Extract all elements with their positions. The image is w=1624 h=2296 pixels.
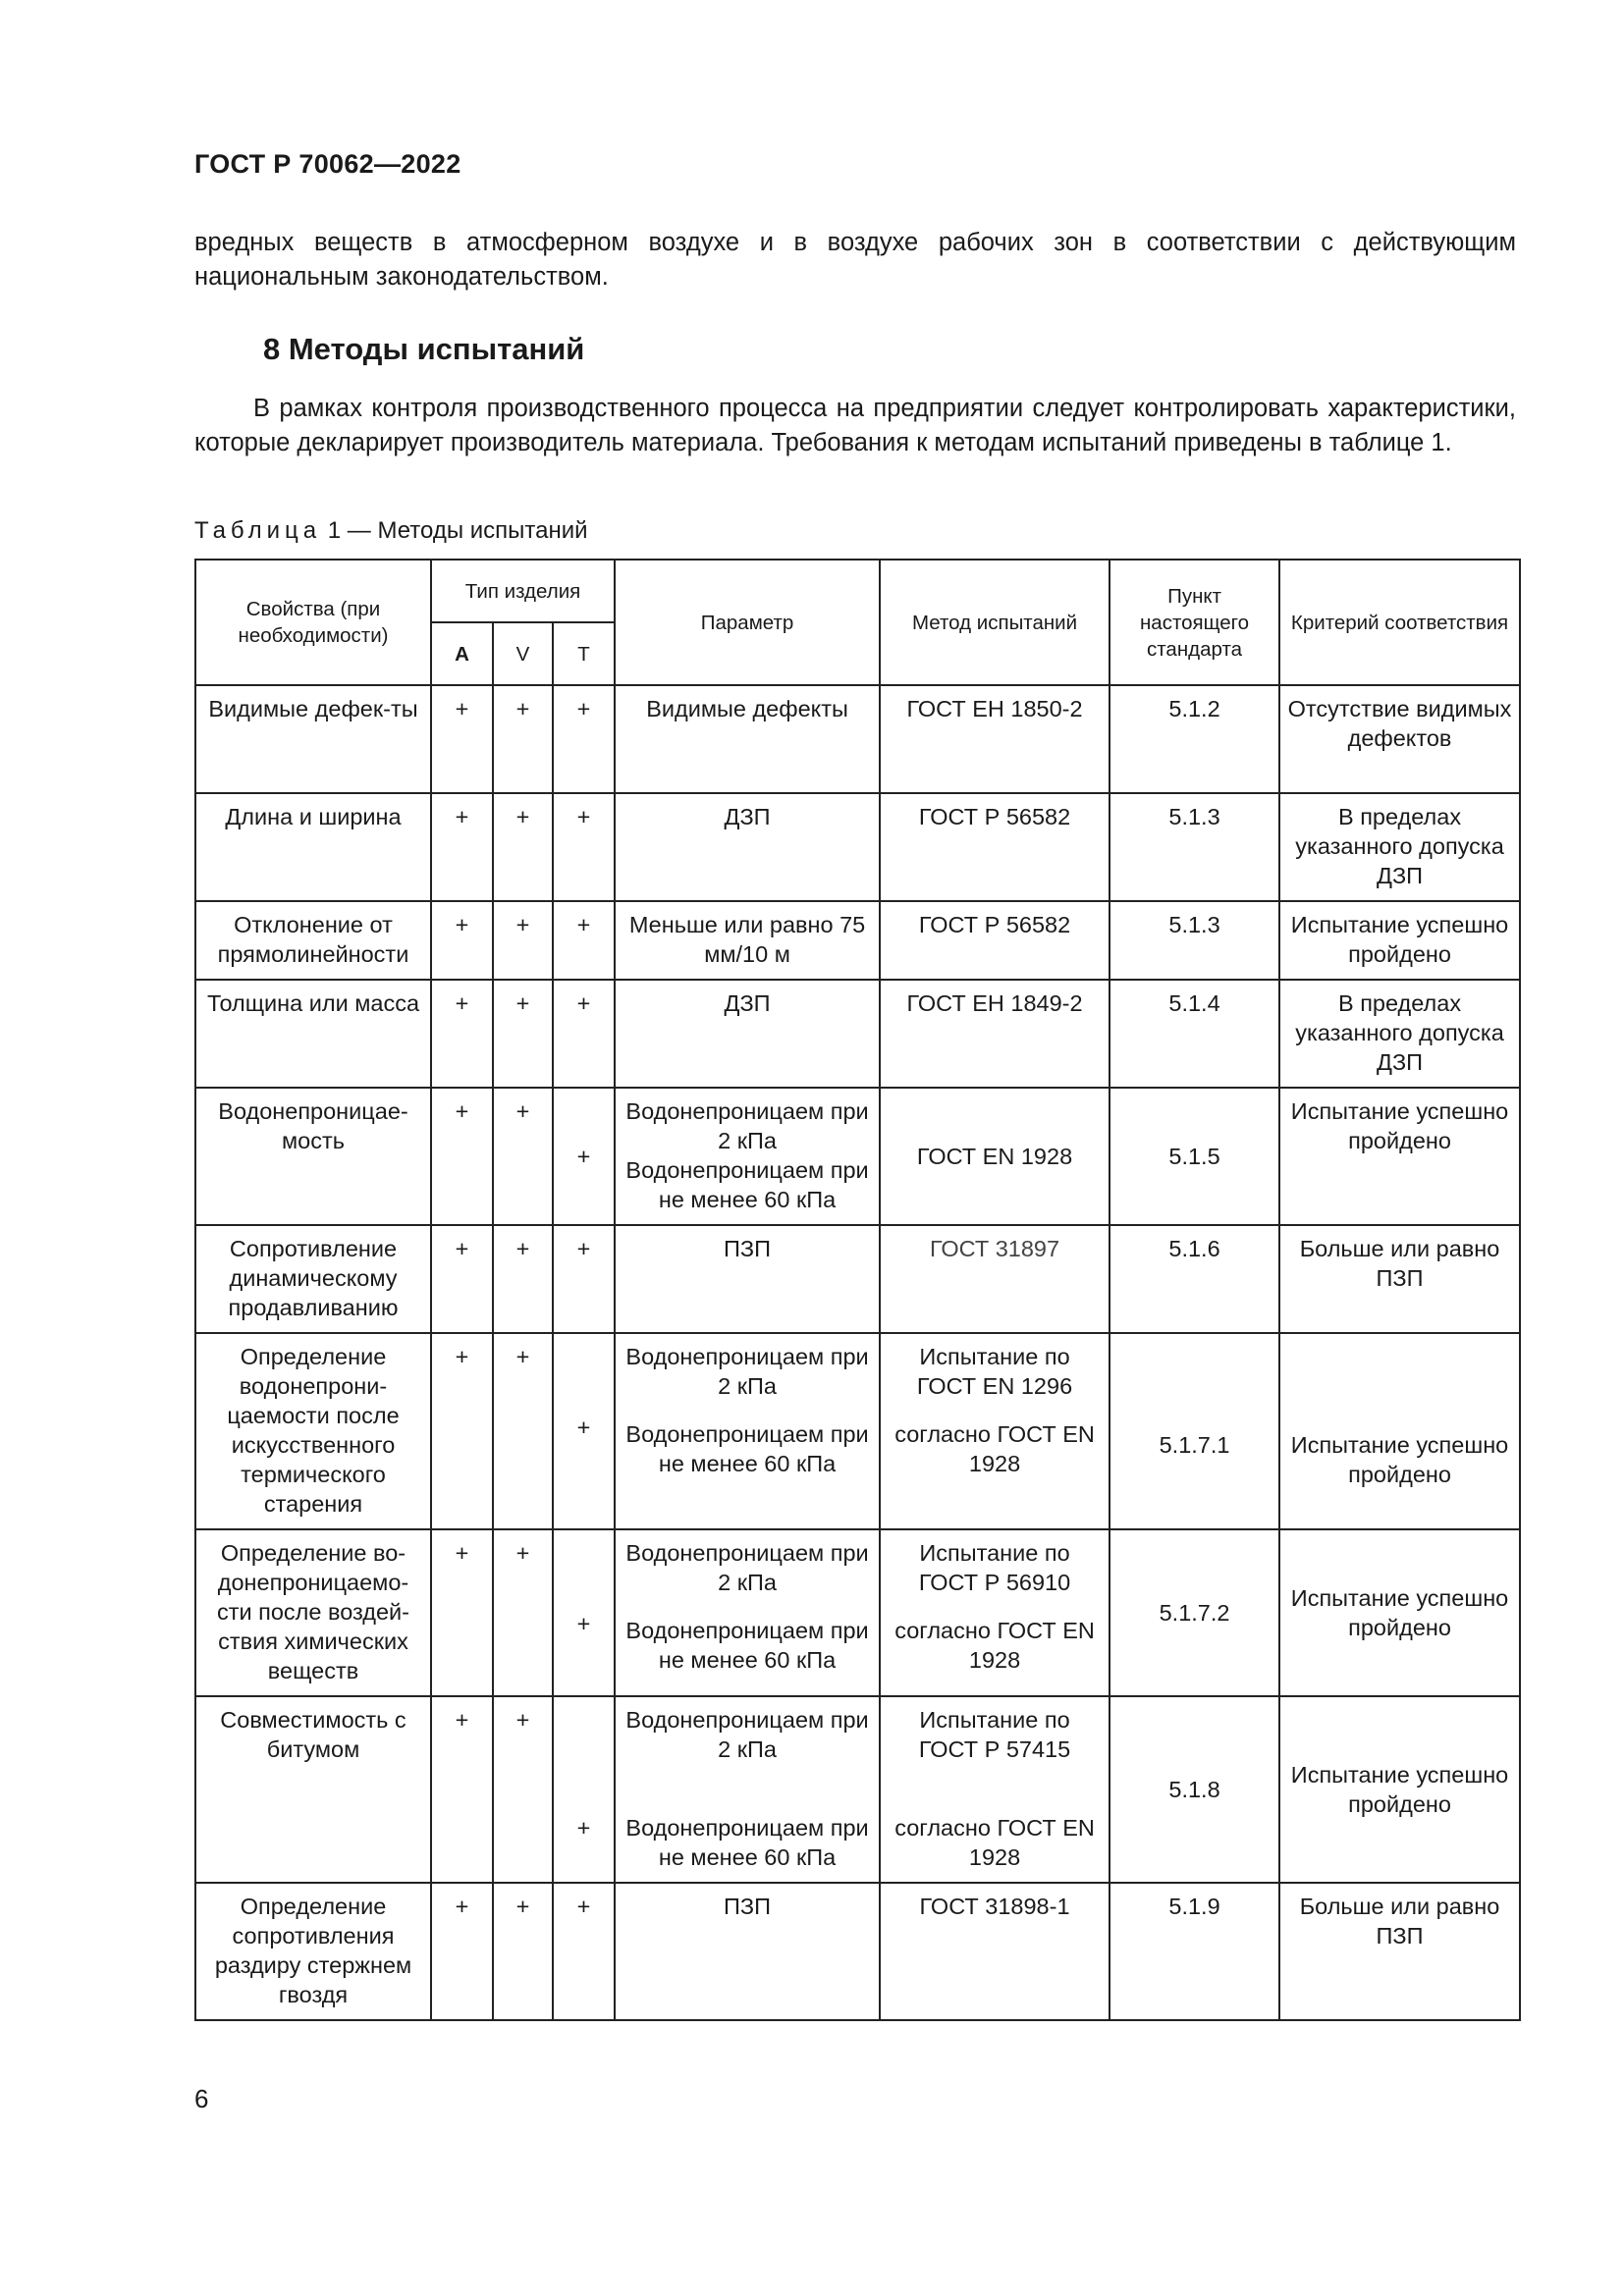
table-row <box>195 1696 1520 1883</box>
parameter-line-2: Водонепроницаем при не менее 60 кПа <box>625 1157 869 1212</box>
cell-a: + <box>431 1696 493 1883</box>
cell-v: + <box>493 1225 553 1333</box>
section-title: 8 Методы испытаний <box>263 332 585 366</box>
cell-v: + <box>493 793 553 901</box>
cell-parameter: ДЗП <box>615 793 880 901</box>
cell-parameter <box>615 1088 880 1225</box>
cell-a: + <box>431 1225 493 1333</box>
cell-a: + <box>431 685 493 793</box>
criterion-value: Испытание успешно пройдено <box>1290 1432 1509 1487</box>
cell-criterion: Отсутствие видимых дефектов <box>1279 685 1520 793</box>
cell-t <box>553 1333 615 1529</box>
parameter-line-1: Водонепроницаем при 2 кПа <box>625 1098 869 1153</box>
parameter-line-2: Водонепроницаем при не менее 60 кПа <box>625 1421 869 1476</box>
cell-a: + <box>431 1088 493 1225</box>
cell-v: + <box>493 1529 553 1696</box>
cell-t: + <box>553 1088 615 1225</box>
cell-clause: 5.1.9 <box>1110 1883 1279 2020</box>
cell-parameter <box>615 1333 880 1529</box>
cell-a: + <box>431 1529 493 1696</box>
cell-clause: 5.1.4 <box>1110 980 1279 1088</box>
method-line-1: Испытание по ГОСТ EN 1296 <box>916 1344 1073 1399</box>
cell-parameter <box>615 1696 880 1883</box>
cell-v: + <box>493 980 553 1088</box>
parameter-line-2: Водонепроницаем при не менее 60 кПа <box>625 1815 869 1870</box>
intro-paragraph: вредных веществ в атмосферном воздухе и в воздухе рабочих зон в соответствии с действующим национальным законодательством. <box>194 229 1516 291</box>
cell-t: + <box>553 1225 615 1333</box>
table-caption-title: 1 — Методы испытаний <box>321 517 588 544</box>
method-line-1: Испытание по ГОСТ Р 57415 <box>918 1707 1071 1762</box>
cell-t: + <box>553 793 615 901</box>
cell-v: + <box>493 685 553 793</box>
cell-v: + <box>493 901 553 980</box>
cell-a: + <box>431 793 493 901</box>
cell-v: + <box>493 1883 553 2020</box>
cell-t: + <box>553 980 615 1088</box>
cell-method: ГОСТ Р 56582 <box>880 901 1110 980</box>
cell-property: Определение водонепрони-цаемости после искусственного термического старения <box>195 1333 431 1529</box>
cell-method: ГОСТ 31898-1 <box>880 1883 1110 2020</box>
cell-property: Определение сопротивления раздиру стержнем гвоздя <box>195 1883 431 2020</box>
header-parameter: Параметр <box>615 560 880 685</box>
method-line-2: согласно ГОСТ EN 1928 <box>894 1815 1095 1870</box>
cell-clause: 5.1.8 <box>1110 1696 1279 1883</box>
cell-parameter <box>615 1529 880 1696</box>
cell-parameter: Меньше или равно 75 мм/10 м <box>615 901 880 980</box>
cell-method <box>880 1696 1110 1883</box>
cell-parameter: ДЗП <box>615 980 880 1088</box>
header-criterion: Критерий соответствия <box>1279 560 1520 685</box>
cell-criterion: Испытание успешно пройдено <box>1279 1088 1520 1225</box>
methods-table <box>194 559 1521 2021</box>
parameter-line-1: Водонепроницаем при 2 кПа <box>625 1540 869 1595</box>
cell-v: + <box>493 1088 553 1225</box>
cell-clause: 5.1.2 <box>1110 685 1279 793</box>
cell-a: + <box>431 1883 493 2020</box>
table-caption <box>194 517 588 545</box>
cell-criterion: Больше или равно ПЗП <box>1279 1883 1520 2020</box>
cell-method <box>880 1333 1110 1529</box>
table-row <box>195 1529 1520 1696</box>
table-row <box>195 1333 1520 1529</box>
table-caption-prefix: Таблица <box>194 517 322 544</box>
cell-property: Отклонение от прямолинейности <box>195 901 431 980</box>
cell-v: + <box>493 1696 553 1883</box>
parameter-line-2: Водонепроницаем при не менее 60 кПа <box>625 1618 869 1673</box>
page-number: 6 <box>194 2084 209 2113</box>
section-paragraph: В рамках контроля производственного процесса на предприятии следует контролировать характеристики, которые декларирует производитель материала. Требования к методам испытаний приведены в таблице 1. <box>194 395 1516 456</box>
cell-t <box>553 1696 615 1883</box>
cell-clause: 5.1.7.2 <box>1110 1529 1279 1696</box>
method-line-1: Испытание по ГОСТ Р 56910 <box>918 1540 1071 1595</box>
method-line-2: согласно ГОСТ EN 1928 <box>894 1421 1095 1476</box>
cell-method: ГОСТ EN 1928 <box>880 1088 1110 1225</box>
header-type-v: V <box>493 622 553 685</box>
header-clause: Пункт настоящего стандарта <box>1110 560 1279 685</box>
clause-value: 5.1.7.1 <box>1159 1432 1230 1458</box>
cell-property: Определение во-донепроницаемо-сти после воздей-ствия химических веществ <box>195 1529 431 1696</box>
cell-t: + <box>553 1883 615 2020</box>
cell-method: ГОСТ ЕН 1850-2 <box>880 685 1110 793</box>
header-method: Метод испытаний <box>880 560 1110 685</box>
table-row <box>195 1883 1520 2020</box>
cell-criterion: Испытание успешно пройдено <box>1279 901 1520 980</box>
cell-clause: 5.1.5 <box>1110 1088 1279 1225</box>
document-header: ГОСТ Р 70062—2022 <box>194 149 461 179</box>
cell-method: ГОСТ 31897 <box>880 1225 1110 1333</box>
cell-clause: 5.1.3 <box>1110 793 1279 901</box>
cell-property: Толщина или масса <box>195 980 431 1088</box>
cell-a: + <box>431 1333 493 1529</box>
cell-property: Длина и ширина <box>195 793 431 901</box>
table-row <box>195 1225 1520 1333</box>
cell-method: ГОСТ ЕН 1849-2 <box>880 980 1110 1088</box>
cell-t: + <box>553 901 615 980</box>
cell-parameter: ПЗП <box>615 1225 880 1333</box>
cell-method <box>880 1529 1110 1696</box>
t-mark: + <box>576 1611 591 1636</box>
cell-criterion: Испытание успешно пройдено <box>1279 1529 1520 1696</box>
cell-property: Водонепроницае-мость <box>195 1088 431 1225</box>
parameter-line-1: Водонепроницаем при 2 кПа <box>625 1344 869 1399</box>
cell-a: + <box>431 901 493 980</box>
cell-property: Сопротивление динамическому продавливанию <box>195 1225 431 1333</box>
parameter-line-1: Водонепроницаем при 2 кПа <box>625 1707 869 1762</box>
cell-criterion: Больше или равно ПЗП <box>1279 1225 1520 1333</box>
cell-t: + <box>553 685 615 793</box>
table-row <box>195 980 1520 1088</box>
cell-criterion: В пределах указанного допуска ДЗП <box>1279 980 1520 1088</box>
cell-criterion <box>1279 1333 1520 1529</box>
cell-a: + <box>431 980 493 1088</box>
cell-criterion: Испытание успешно пройдено <box>1279 1696 1520 1883</box>
header-property: Свойства (при необходимости) <box>195 560 431 685</box>
cell-clause: 5.1.6 <box>1110 1225 1279 1333</box>
cell-clause: 5.1.3 <box>1110 901 1279 980</box>
t-mark: + <box>576 1815 591 1841</box>
table-row <box>195 901 1520 980</box>
cell-parameter: ПЗП <box>615 1883 880 2020</box>
cell-criterion: В пределах указанного допуска ДЗП <box>1279 793 1520 901</box>
table-row <box>195 685 1520 793</box>
cell-clause <box>1110 1333 1279 1529</box>
table-row <box>195 1088 1520 1225</box>
header-type: Тип изделия <box>431 560 615 622</box>
header-type-t: T <box>553 622 615 685</box>
cell-property: Совместимость с битумом <box>195 1696 431 1883</box>
method-line-2: согласно ГОСТ EN 1928 <box>894 1618 1095 1673</box>
cell-property: Видимые дефек-ты <box>195 685 431 793</box>
header-type-a: A <box>431 622 493 685</box>
t-mark: + <box>576 1415 591 1440</box>
cell-v: + <box>493 1333 553 1529</box>
table-row <box>195 793 1520 901</box>
cell-method: ГОСТ Р 56582 <box>880 793 1110 901</box>
cell-parameter: Видимые дефекты <box>615 685 880 793</box>
cell-t <box>553 1529 615 1696</box>
